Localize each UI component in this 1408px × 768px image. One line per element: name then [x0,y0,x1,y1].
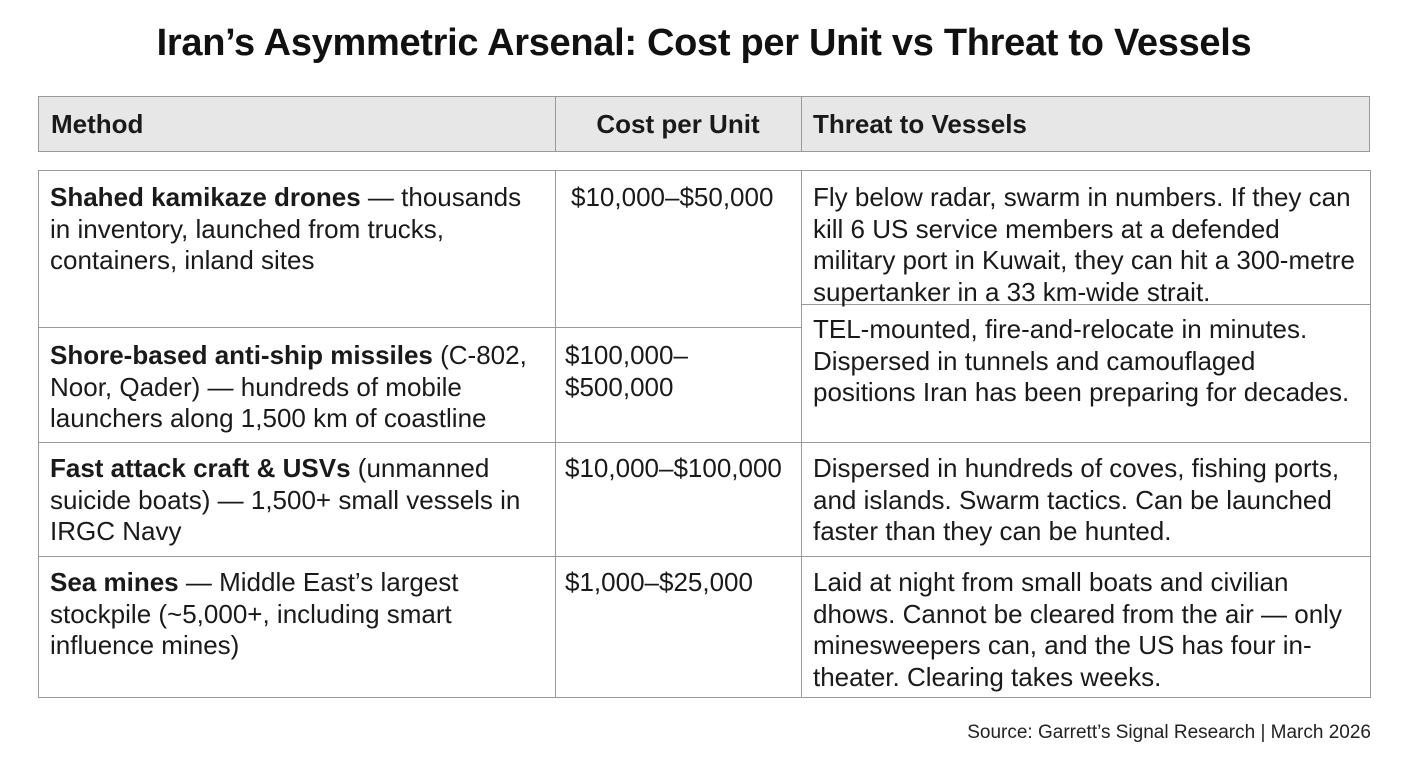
table-row [50,453,545,548]
method-name: Shore-based anti-ship missiles [50,340,433,370]
cost-cell: $100,000–$500,000 [565,340,688,402]
header-threat: Threat to Vessels [813,109,1027,139]
table-row [50,567,545,662]
cost-cell: $1,000–$25,000 [565,567,753,597]
row-divider [39,556,1371,557]
method-name: Shahed kamikaze drones [50,182,361,212]
threat-cell: Laid at night from small boats and civilian dhows. Cannot be cleared from the air — only minesweepers can, and the US has four in-theater. Clearing takes weeks. [813,567,1342,692]
method-detail: — thousands in inventory, launched from trucks, containers, inland sites [50,182,522,275]
header-divider [801,97,802,151]
header-method: Method [51,109,144,139]
method-name: Sea mines [50,567,179,597]
table-row [50,182,545,277]
threat-cell: TEL-mounted, fire-and-relocate in minutes. Dispersed in tunnels and camouflaged positions Iran has been preparing for decades. [813,314,1350,407]
row-divider [39,442,1371,443]
threat-cell: Fly below radar, swarm in numbers. If they can kill 6 US service members at a defended military port in Kuwait, they can hit a 300-metre supertanker in a 33 km-wide strait. [813,182,1355,307]
page-title: Iran’s Asymmetric Arsenal: Cost per Unit vs Threat to Vessels [156,22,1252,64]
column-divider [555,171,556,697]
cost-cell: $10,000–$100,000 [565,453,782,483]
threat-cell: Dispersed in hundreds of coves, fishing ports, and islands. Swarm tactics. Can be launched faster than they can be hunted. [813,453,1340,546]
row-divider [39,327,801,328]
method-name: Fast attack craft & USVs [50,453,351,483]
method-detail: (unmanned suicide boats) — 1,500+ small vessels in IRGC Navy [50,453,521,546]
header-cost: Cost per Unit [596,109,760,139]
cost-cell: $10,000–$50,000 [571,182,774,212]
method-detail: — Middle East’s largest stockpile (~5,000+, including smart influence mines) [50,567,459,660]
source-note: Source: Garrett’s Signal Research | March 2026 [967,722,1371,743]
column-divider [801,171,802,697]
data-table [38,170,1371,698]
method-detail: (C-802, Noor, Qader) — hundreds of mobile launchers along 1,500 km of coastline [50,340,527,433]
table-header [38,96,1370,152]
table-row [50,340,545,435]
